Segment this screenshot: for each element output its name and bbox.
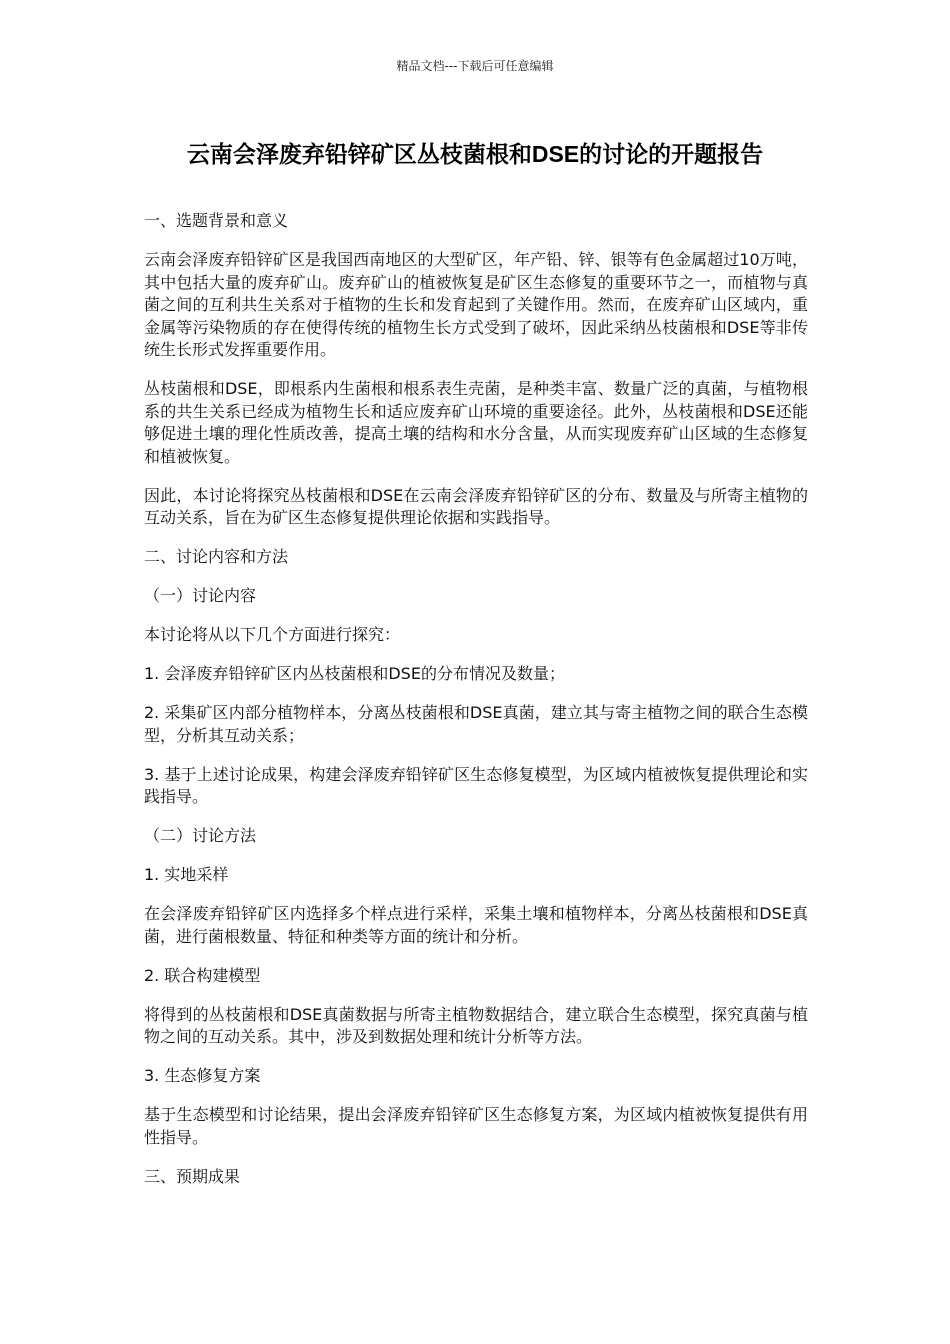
method-title: 2. 联合构建模型 <box>144 965 261 985</box>
page-header: 精品文档---下载后可任意编辑 <box>396 59 554 73</box>
subsection-heading: （一）讨论内容 <box>144 586 257 605</box>
document-title: 云南会泽废弃铅锌矿区丛枝菌根和DSE的讨论的开题报告 <box>186 141 764 167</box>
paragraph: 因此，本讨论将探究丛枝菌根和DSE在云南会泽废弃铅锌矿区的分布、数量及与所寄主植物的互动关系，旨在为矿区生态修复提供理论依据和实践指导。 <box>144 485 808 527</box>
method-title: 1. 实地采样 <box>144 865 229 884</box>
paragraph: 本讨论将从以下几个方面进行探究： <box>144 625 401 644</box>
list-item: 1. 会泽废弃铅锌矿区内丛枝菌根和DSE的分布情况及数量； <box>144 664 565 683</box>
list-item: 3. 基于上述讨论成果，构建会泽废弃铅锌矿区生态修复模型，为区域内植被恢复提供理论和实践指导。 <box>144 764 808 806</box>
paragraph: 云南会泽废弃铅锌矿区是我国西南地区的大型矿区，年产铅、锌、银等有色金属超过10万吨，其中包括大量的废弃矿山。废弃矿山的植被恢复是矿区生态修复的重要环节之一，而植物与真菌之间的互利共生关系对于植物的生长和发育起到了关键作用。然而，在废弃矿山区域内，重金属等污染物质的存在使得传统的植物生长方式受到了破坏，因此采纳丛枝菌根和DSE等非传统生长形式发挥重要作用。 <box>144 250 808 359</box>
list-item: 2. 采集矿区内部分植物样本，分离丛枝菌根和DSE真菌，建立其与寄主植物之间的联合生态模型，分析其互动关系； <box>144 703 808 745</box>
section-heading: 一、选题背景和意义 <box>144 211 289 230</box>
section-heading: 三、预期成果 <box>144 1166 241 1186</box>
paragraph: 基于生态模型和讨论结果，提出会泽废弃铅锌矿区生态修复方案，为区域内植被恢复提供有用性指导。 <box>144 1105 808 1147</box>
paragraph: 将得到的丛枝菌根和DSE真菌数据与所寄主植物数据结合，建立联合生态模型，探究真菌与植物之间的互动关系。其中，涉及到数据处理和统计分析等方法。 <box>144 1004 808 1046</box>
paragraph: 在会泽废弃铅锌矿区内选择多个样点进行采样，采集土壤和植物样本，分离丛枝菌根和DSE真菌，进行菌根数量、特征和种类等方面的统计和分析。 <box>144 904 808 946</box>
subsection-heading: （二）讨论方法 <box>144 826 257 845</box>
document-body <box>144 210 808 1205</box>
paragraph: 丛枝菌根和DSE，即根系内生菌根和根系表生壳菌，是种类丰富、数量广泛的真菌，与植物根系的共生关系已经成为植物生长和适应废弃矿山环境的重要途径。此外，丛枝菌根和DSE还能够促进土壤的理化性质改善，提高土壤的结构和水分含量，从而实现废弃矿山区域的生态修复和植被恢复。 <box>144 379 808 466</box>
section-heading: 二、讨论内容和方法 <box>144 547 289 566</box>
method-title: 3. 生态修复方案 <box>144 1066 261 1085</box>
